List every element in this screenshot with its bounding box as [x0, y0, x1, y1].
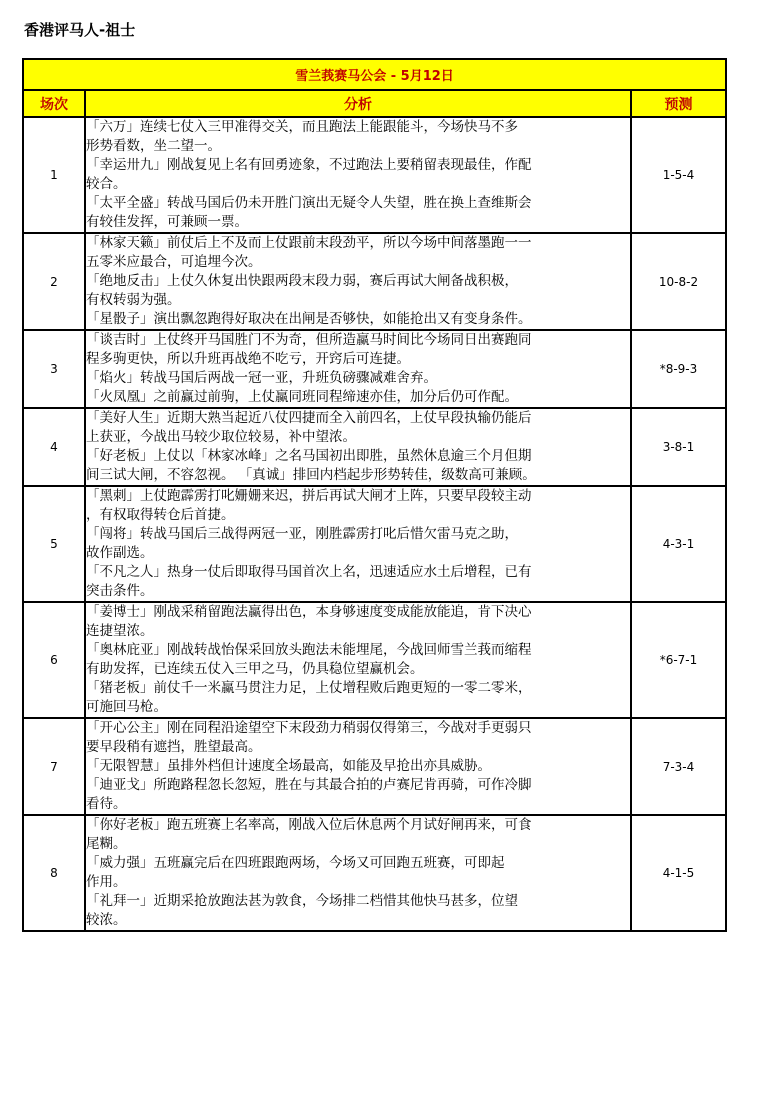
- analysis-line: 要早段稍有遮挡，胜望最高。: [86, 739, 262, 755]
- analysis-line: 形势看数，坐二望一。: [86, 138, 221, 154]
- analysis-line: 「威力强」五班赢完后在四班跟跑两场，今场又可回跑五班赛，可即起: [86, 855, 505, 871]
- table-row: [23, 233, 726, 330]
- analysis-line: 程多驹更快，所以升班再战绝不吃亏，开窍后可连捷。: [86, 351, 410, 367]
- race-analysis: [85, 718, 631, 815]
- meeting-title: 雪兰莪赛马公会 - 5月12日: [23, 59, 726, 90]
- race-number: 3: [23, 330, 85, 408]
- race-number: 6: [23, 602, 85, 718]
- table-row: [23, 486, 726, 602]
- analysis-line: 「闯将」转战马国后三战得两冠一亚，刚胜霹雳打叱后惜欠雷马克之助，: [86, 526, 518, 542]
- table-row: [23, 602, 726, 718]
- column-header-race: 场次: [23, 90, 85, 117]
- analysis-line: 「火凤凰」之前赢过前驹，上仗赢同班同程缔速亦佳，加分后仍可作配。: [86, 389, 518, 405]
- analysis-line: 「星骰子」演出飘忽跑得好取决在出闸是否够快，如能抢出又有变身条件。: [86, 311, 532, 327]
- race-number: 1: [23, 117, 85, 233]
- analysis-line: 较合。: [86, 176, 127, 192]
- analysis-line: 「美好人生」近期大熟当起近八仗四捷而全入前四名，上仗早段执输仍能后: [86, 410, 532, 426]
- race-prediction: 3-8-1: [631, 408, 726, 486]
- analysis-line: 「绝地反击」上仗久休复出快跟两段末段力弱，赛后再试大闸备战积极，: [86, 273, 518, 289]
- analysis-line: 突击条件。: [86, 583, 154, 599]
- analysis-line: 尾糊。: [86, 836, 127, 852]
- race-prediction: *6-7-1: [631, 602, 726, 718]
- analysis-line: 较浓。: [86, 912, 127, 928]
- analysis-line: 上获亚，今战出马较少取位较易，补中望浓。: [86, 429, 356, 445]
- analysis-line: 「开心公主」刚在同程沿途望空下末段劲力稍弱仅得第三，今战对手更弱只: [86, 720, 532, 736]
- table-row: [23, 815, 726, 931]
- analysis-line: 「幸运卅九」刚战复见上名有回勇迹象，不过跑法上要稍留表现最佳，作配: [86, 157, 532, 173]
- document-title: 香港评马人-祖士: [24, 21, 136, 39]
- analysis-line: 「林家天籁」前仗后上不及而上仗跟前末段劲平，所以今场中间落墨跑一一: [86, 235, 532, 251]
- race-analysis: [85, 486, 631, 602]
- race-analysis: [85, 330, 631, 408]
- race-number: 2: [23, 233, 85, 330]
- race-prediction: 7-3-4: [631, 718, 726, 815]
- analysis-line: 「太平全盛」转战马国后仍未开胜门演出无疑令人失望，胜在换上查维斯会: [86, 195, 532, 211]
- analysis-line: 连捷望浓。: [86, 623, 154, 639]
- race-analysis: [85, 117, 631, 233]
- analysis-line: 可施回马枪。: [86, 699, 167, 715]
- analysis-line: 五零米应最合，可追埋今次。: [86, 254, 262, 270]
- race-analysis: [85, 815, 631, 931]
- table-row: [23, 330, 726, 408]
- analysis-line: 「黑刺」上仗跑霹雳打叱姗姗来迟，拼后再试大闸才上阵，只要早段较主动: [86, 488, 532, 504]
- analysis-line: ，有权取得转仓后首捷。: [86, 507, 235, 523]
- race-analysis: [85, 233, 631, 330]
- table-header-row: [23, 90, 726, 117]
- analysis-line: 「不凡之人」热身一仗后即取得马国首次上名，迅速适应水土后增程，已有: [86, 564, 532, 580]
- table-row: [23, 408, 726, 486]
- race-prediction: 10-8-2: [631, 233, 726, 330]
- column-header-analysis: 分析: [85, 90, 631, 117]
- analysis-line: 「无限智慧」虽排外档但计速度全场最高，如能及早抢出亦具威胁。: [86, 758, 491, 774]
- analysis-line: 看待。: [86, 796, 127, 812]
- analysis-line: 「你好老板」跑五班赛上名率高，刚战入位后休息两个月试好闸再来，可食: [86, 817, 532, 833]
- race-analysis: [85, 408, 631, 486]
- analysis-line: 有助发挥，已连续五仗入三甲之马，仍具稳位望赢机会。: [86, 661, 424, 677]
- analysis-line: 「迪亚戈」所跑路程忽长忽短，胜在与其最合拍的卢赛尼肯再骑，可作冷脚: [86, 777, 532, 793]
- analysis-line: 「猪老板」前仗千一米赢马贯注力足，上仗增程败后跑更短的一零二零米，: [86, 680, 532, 696]
- analysis-line: 作用。: [86, 874, 127, 890]
- race-prediction: *8-9-3: [631, 330, 726, 408]
- column-header-prediction: 预测: [631, 90, 726, 117]
- analysis-line: 「奥林庇亚」刚战转战怡保采回放头跑法未能埋尾，今战回师雪兰莪而缩程: [86, 642, 532, 658]
- race-prediction: 1-5-4: [631, 117, 726, 233]
- analysis-line: 间三试大闸，不容忽视。 「真诚」排回内档起步形势转佳，级数高可兼顾。: [86, 467, 536, 483]
- analysis-line: 「六万」连续七仗入三甲准得交关，而且跑法上能跟能斗，今场快马不多: [86, 119, 518, 135]
- analysis-line: 「谈吉时」上仗终开马国胜门不为奇，但所造赢马时间比今场同日出赛跑同: [86, 332, 532, 348]
- race-number: 4: [23, 408, 85, 486]
- race-prediction: 4-3-1: [631, 486, 726, 602]
- race-number: 5: [23, 486, 85, 602]
- analysis-line: 有权转弱为强。: [86, 292, 181, 308]
- table-title-row: [23, 59, 726, 90]
- analysis-line: 「礼拜一」近期采抢放跑法甚为敦食，今场排二档惜其他快马甚多，位望: [86, 893, 518, 909]
- analysis-line: 故作副选。: [86, 545, 154, 561]
- analysis-line: 「姜博士」刚战采稍留跑法赢得出色，本身够速度变成能放能追，肯下决心: [86, 604, 532, 620]
- analysis-line: 「好老板」上仗以「林家冰峰」之名马国初出即胜，虽然休息逾三个月但期: [86, 448, 532, 464]
- table-row: [23, 117, 726, 233]
- analysis-line: 有较佳发挥，可兼顾一票。: [86, 214, 248, 230]
- race-prediction: 4-1-5: [631, 815, 726, 931]
- race-number: 7: [23, 718, 85, 815]
- race-number: 8: [23, 815, 85, 931]
- race-analysis: [85, 602, 631, 718]
- race-analysis-table: [22, 58, 727, 932]
- analysis-line: 「焰火」转战马国后两战一冠一亚，升班负磅骤减难舍弃。: [86, 370, 437, 386]
- table-row: [23, 718, 726, 815]
